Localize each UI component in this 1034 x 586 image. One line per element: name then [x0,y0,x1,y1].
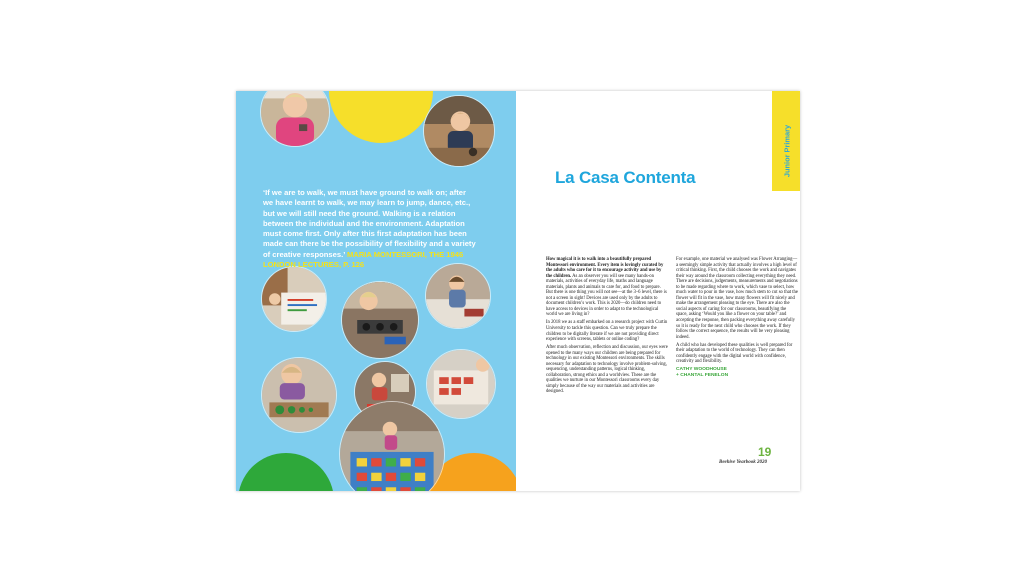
map-puzzle-photo [426,349,496,419]
child-with-pink-shirt-photo [260,91,330,147]
knobbed-cylinders-photo [261,357,337,433]
quote-attribution: MARIA MONTESSORI, THE 1946 LONDON LECTURES, P. 126 [263,249,464,270]
author-name: CATHY WOODHOUSE [676,367,727,373]
article-column-right [676,257,798,379]
article-title: La Casa Contenta [555,168,696,187]
green-circle-bottom [238,453,334,491]
left-page [236,91,516,491]
article-paragraph: How magical it is to walk into a beautifully prepared Montessori environment. Every item is lovingly curated by the adults who care for it to encourage activity and use by the children. As an observer you will see many hands-on materials, activities of everyday life, maths and language materials, plants and animals to care for, and food to prepare. But there is one thing you will not see—at the 3–6 level, there is not a screen in sight! Devices are used only by the adults to document children’s work. This is 2020—do children need to have access to devices in order to adapt to the technological world we are living in? [546,257,667,318]
article-paragraph: A child who has developed these qualities is well prepared for their adaptation to the world of technology. They can then confidently engage with the digital world with confidence, creativity and flexibility. [676,342,793,365]
page-number: 19 [758,445,772,459]
section-tab [772,91,800,191]
article-paragraph: For example, one material we analysed was Flower Arranging—a seemingly simple activity that actually involves a high level of critical thinking. First, the child chooses the work and navigates their way around the classroom collecting everything they need. There are decisions, judgements, measurements and negotiations to be made regarding where to work, which vase to select, how much water to pour in the vase, how much stem to cut so that the flower will fit in the vase, how many flowers will fit nicely and make the arrangement pleasing to the eye. There are also the social aspects of caring for our classrooms, beautifying the space, asking ‘Would you like a flower on your table?’ and accepting the response, then packing everything away carefully so it is ready for the next child who chooses the work. If they follow the correct sequence, the results will be very pleasing indeed. [676,257,798,340]
montessori-quote [263,188,478,270]
right-page [516,91,800,491]
author-name: + CHANTAL FENELON [676,373,729,379]
section-tab-label: Junior Primary [782,124,792,178]
quote-text: ‘If we are to walk, we must have ground to walk on; after we have learnt to walk, we may learn to jump, dance, etc., but we will still need the ground. Walking is a relation between the individual and the environment. Adaptation must come first. Only after this first adaptation has been made can there be the possibility of flexibility and a variety of creative responses.’ [263,188,476,259]
article-lead: How magical it is to walk into a beautifully prepared Montessori environment. Every item is lovingly curated by the adults who care for it to encourage activity and use by the children. [546,257,664,279]
cylinder-blocks-photo [341,281,419,359]
child-at-table-photo [423,95,495,167]
article-paragraph: In 2018 we as a staff embarked on a research project with Curtin University to tackle this question. Can we truly prepare the children to be digitally literate if we are not providing direct experience with screens, tablets or online coding? [546,320,668,343]
yellow-circle-top [329,91,433,143]
child-on-mat-photo [425,263,491,329]
bead-work-photo [261,266,327,332]
magazine-spread [236,91,800,491]
article-paragraph: After much observation, reflection and discussion, our eyes were opened to the many ways our children are being prepared for technology in our existing Montessori environments. The skills necessary for adaptation to technology involve problem-solving, sequencing, understanding patterns, logical thinking, collaboration, strong ethics and a worldview. These are the qualities we nurture in our Montessori classrooms every day simply because of the way our materials and activities are designed. [546,344,668,395]
publication-footer: Beehive Yearbook 2020 [719,460,767,465]
article-column-left [546,257,668,397]
article-authors [676,367,798,379]
number-mat-photo [339,401,445,491]
